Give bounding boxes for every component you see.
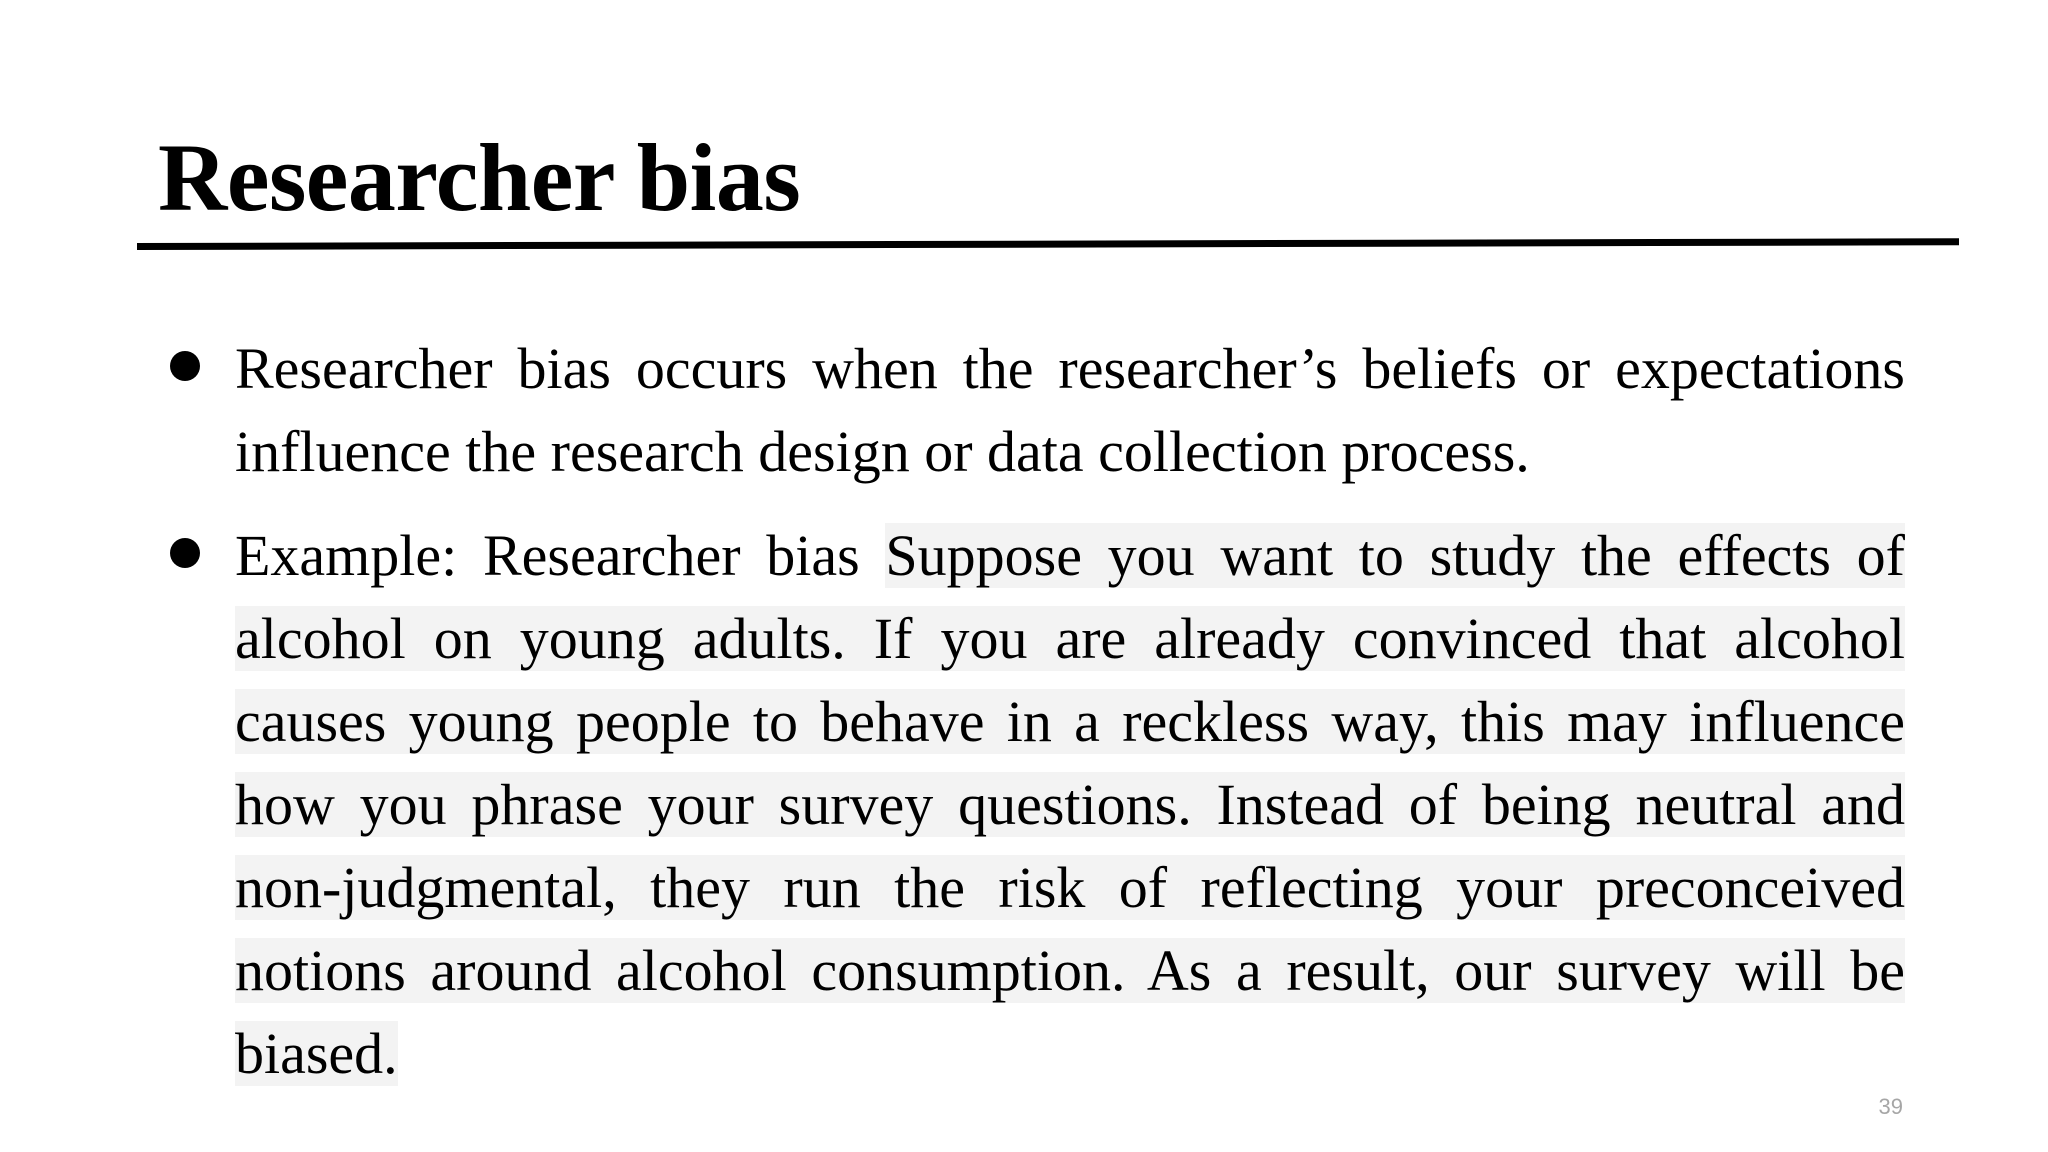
bullet-dot-icon xyxy=(170,538,200,568)
bullet-text-example xyxy=(235,514,1905,1095)
page-number: 39 xyxy=(1878,1094,1903,1119)
slide-title: Researcher bias xyxy=(158,124,801,231)
example-lead-text: Example: Researcher bias xyxy=(235,523,886,588)
bullet-dot-icon xyxy=(170,351,200,381)
example-highlighted-text: Suppose you want to study the effects of alcohol on young adults. If you are already convinced that alcohol causes young people to behave in a reckless way, this may influence how you phrase your survey questions. Instead of being neutral and non-judgmental, they run the risk of reflecting your preconceived notions around alcohol consumption. As a result, our survey will be biased. xyxy=(235,523,1905,1086)
bullet-text-definition: Researcher bias occurs when the researcher’s beliefs or expectations influence the research design or data collection process. xyxy=(235,336,1905,484)
